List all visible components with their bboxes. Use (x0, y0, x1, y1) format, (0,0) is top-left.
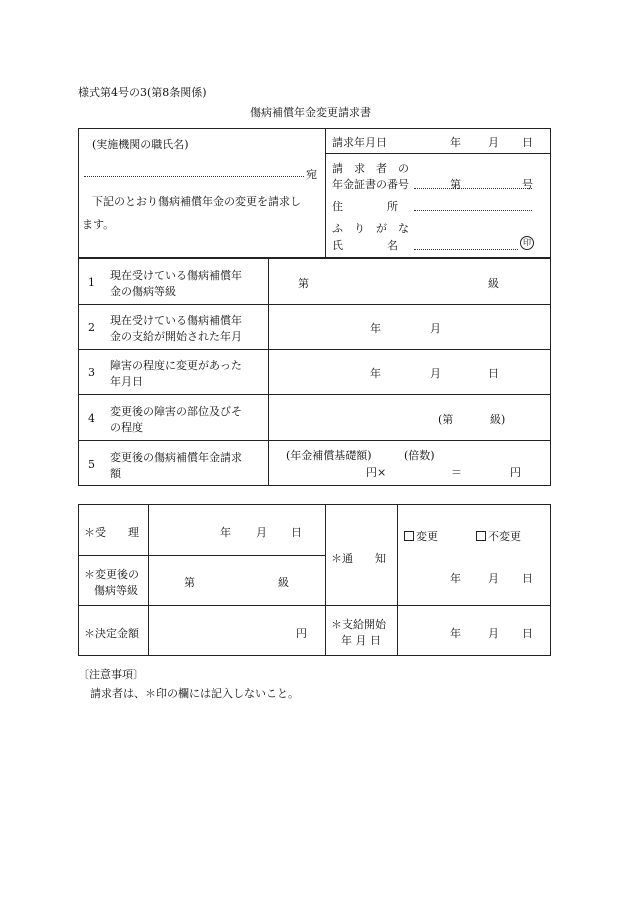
item-number: 3 (88, 366, 95, 379)
item-label-line2: 金の傷病等級 (110, 285, 176, 298)
item-label-line1: 現在受けている傷病補償年 (110, 314, 242, 327)
row-divider (78, 349, 551, 350)
receipt-year: 年 (220, 526, 231, 539)
grade-dai: 第 (298, 277, 309, 290)
amount-yen: 円 (296, 627, 307, 640)
requester-label: 請 求 者 の (332, 162, 409, 175)
name-label: 氏 名 (332, 239, 398, 252)
new-grade-dai: 第 (184, 576, 195, 589)
payment-start-label-line1: ＊支給開始 (331, 618, 386, 631)
item-label-line2: の程度 (110, 421, 143, 434)
yen-times: 円× (366, 466, 387, 479)
date-label: 請求年月日 (332, 136, 387, 149)
grade-close: 級) (490, 413, 506, 426)
seal-icon: 印 (520, 236, 534, 250)
office-row-divider (78, 555, 325, 556)
yen-unit: 円 (510, 466, 521, 479)
start-day: 日 (522, 627, 533, 640)
notice-month: 月 (488, 572, 499, 585)
receipt-month: 月 (256, 526, 267, 539)
row-divider (78, 440, 551, 441)
start-year: 年 (370, 322, 381, 335)
change-month: 月 (430, 367, 441, 380)
furigana-label: ふ り が な (332, 222, 409, 235)
grade-open: (第 (438, 413, 454, 426)
new-grade-kyu: 級 (278, 576, 289, 589)
receipt-day: 日 (291, 526, 302, 539)
addressee-field[interactable] (84, 176, 304, 177)
item-number: 2 (88, 321, 95, 334)
cert-number-label: 年金証書の番号 (332, 178, 409, 191)
item-label-line2: 金の支給が開始された年月 (110, 330, 242, 343)
form-number: 様式第4号の3(第8条関係) (78, 86, 207, 99)
notice-label: ＊通 知 (331, 552, 386, 565)
office-row-divider (78, 605, 551, 606)
amount-label: ＊決定金額 (84, 627, 139, 640)
notes-line: 請求者は、＊印の欄には記入しないこと。 (90, 687, 299, 700)
request-divider (325, 128, 326, 258)
base-amount-label: (年金補償基礎額) (286, 449, 372, 462)
date-month: 月 (488, 136, 499, 149)
new-grade-label-line2: 傷病等級 (94, 584, 138, 597)
grade-kyu: 級 (488, 277, 499, 290)
date-year: 年 (450, 136, 461, 149)
notice-day: 日 (522, 572, 533, 585)
name-field[interactable] (414, 249, 518, 250)
checkbox-icon (476, 531, 486, 541)
option-nochange-label: 不変更 (488, 530, 521, 543)
start-month: 月 (430, 322, 441, 335)
row-divider (78, 394, 551, 395)
row-divider (78, 304, 551, 305)
office-divider (148, 504, 149, 656)
new-grade-label-line1: ＊変更後の (84, 568, 139, 581)
payment-start-label-line2: 年 月 日 (341, 634, 381, 647)
receipt-label: ＊受 理 (84, 526, 139, 539)
item-label-line1: 変更後の傷病補償年金請求 (110, 451, 242, 464)
cert-dai: 第 (450, 178, 461, 191)
item-number: 1 (88, 276, 95, 289)
item-label-line1: 障害の程度に変更があった (110, 359, 242, 372)
notes-heading: 〔注意事項〕 (78, 668, 144, 681)
item-number: 4 (88, 412, 95, 425)
office-divider (397, 504, 398, 656)
addressee-label: (実施機関の職氏名) (92, 138, 189, 151)
multiplier-label: (倍数) (404, 449, 435, 462)
start-month: 月 (488, 627, 499, 640)
office-divider (325, 504, 326, 656)
checkbox-icon (404, 531, 414, 541)
items-divider (268, 258, 269, 486)
start-year: 年 (450, 627, 461, 640)
notice-year: 年 (450, 572, 461, 585)
change-day: 日 (488, 367, 499, 380)
form-title: 傷病補償年金変更請求書 (250, 106, 371, 119)
cert-go: 号 (522, 178, 533, 191)
option-change[interactable] (404, 528, 438, 544)
request-text-line1: 下記のとおり傷病補償年金の変更を請求し (92, 195, 301, 208)
cert-number-field[interactable] (414, 188, 532, 189)
address-label: 住 所 (332, 200, 398, 213)
request-text-line2: ます。 (82, 218, 115, 231)
addressee-suffix: 宛 (306, 168, 317, 181)
address-field[interactable] (414, 210, 532, 211)
option-nochange[interactable] (476, 528, 521, 544)
equals-sign: ＝ (451, 466, 462, 479)
item-label-line1: 変更後の障害の部位及びそ (110, 405, 242, 418)
item-number: 5 (88, 458, 95, 471)
item-label-line1: 現在受けている傷病補償年 (110, 269, 242, 282)
change-year: 年 (370, 367, 381, 380)
date-divider (325, 153, 551, 154)
date-day: 日 (522, 136, 533, 149)
item-label-line2: 額 (110, 467, 121, 480)
option-change-label: 変更 (416, 530, 438, 543)
item-label-line2: 年月日 (110, 375, 143, 388)
